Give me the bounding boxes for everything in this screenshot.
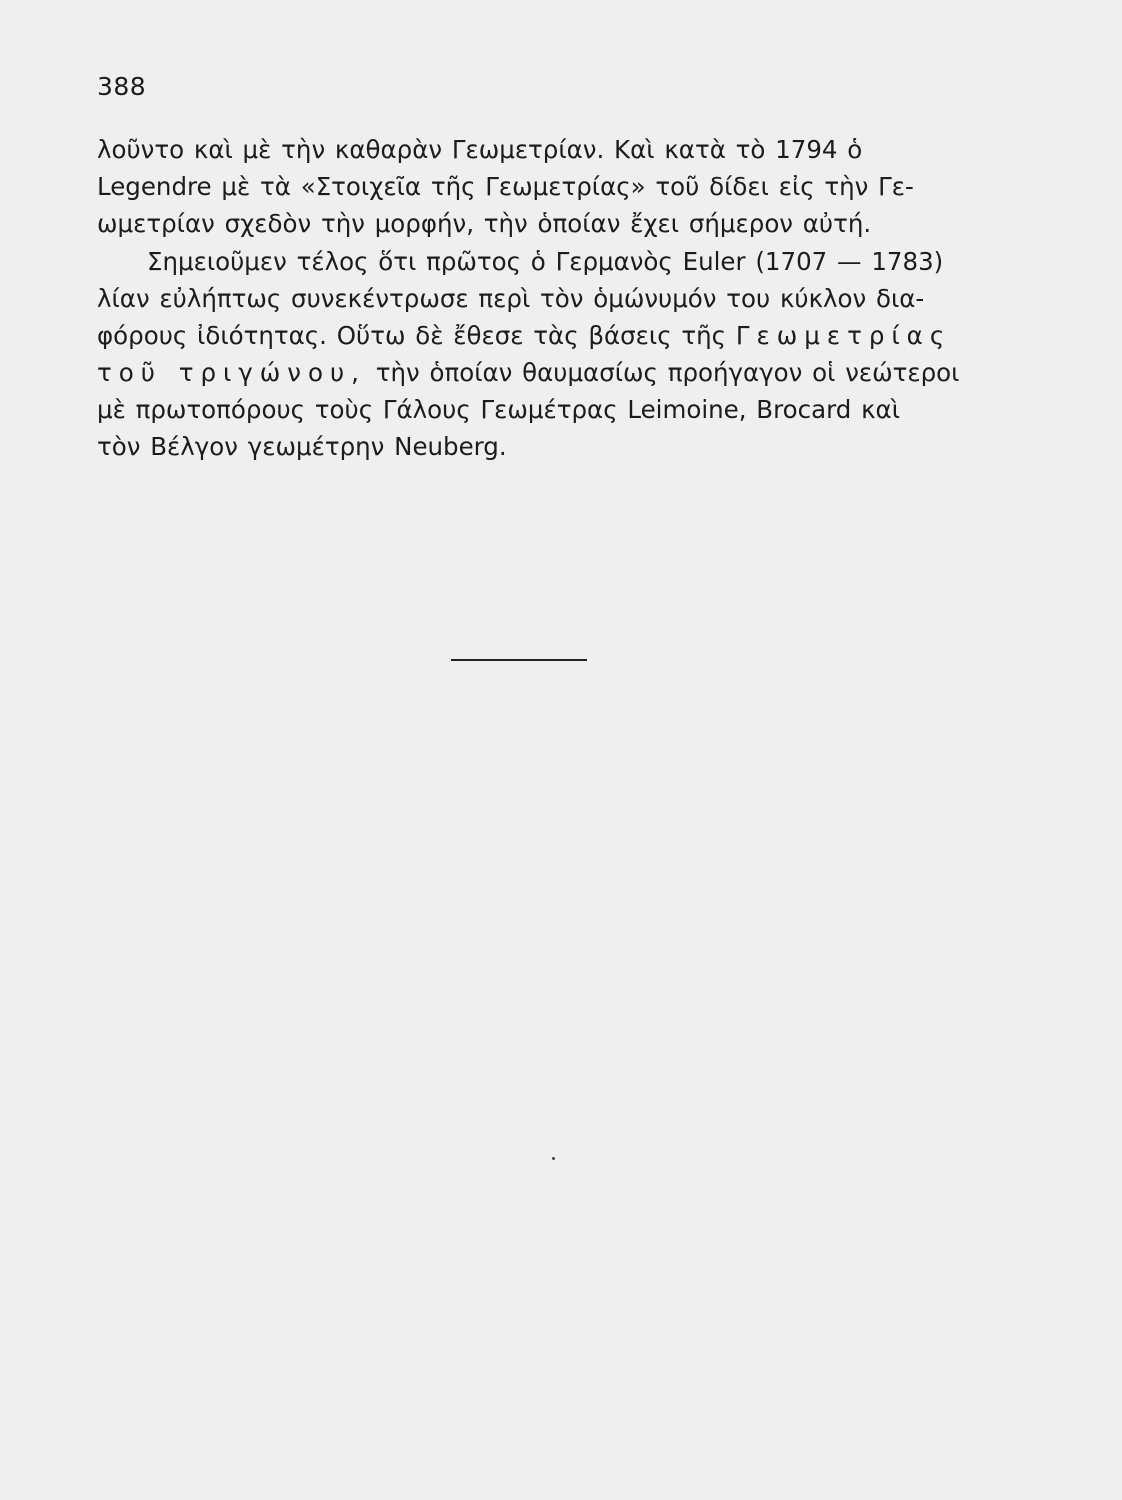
emphasis-triangle: τοῦ τριγώνου, — [97, 358, 366, 387]
text-line-9: τὸν Βέλγον γεωμέτρην Neuberg. — [97, 432, 507, 461]
text-line-1: λοῦντο καὶ μὲ τὴν καθαρὰν Γεωμετρίαν. Καὶ κατὰ τὸ 1794 ὁ — [97, 135, 863, 164]
text-line-5: λίαν εὐλήπτως συνεκέντρωσε περὶ τὸν ὁμώνυμόν του κύκλον δια- — [97, 284, 925, 313]
text-line-3: ωμετρίαν σχεδὸν τὴν μορφήν, τὴν ὁποίαν ἔχει σήμερον αὐτή. — [97, 209, 872, 238]
stray-mark — [552, 1157, 555, 1160]
text-line-8: μὲ πρωτοπόρους τοὺς Γάλους Γεωμέτρας Leimoine, Brocard καὶ — [97, 395, 900, 424]
text-line-4: Σημειοῦμεν τέλος ὅτι πρῶτος ὁ Γερμανὸς Euler (1707 — 1783) — [147, 247, 944, 276]
page-number: 388 — [97, 72, 147, 101]
text-line-6 — [97, 317, 951, 354]
section-divider — [451, 659, 587, 661]
emphasis-geometry: Γεωμετρίας — [735, 321, 952, 350]
text-line-6-main: φόρους ἰδιότητας. Οὕτω δὲ ἔθεσε τὰς βάσεις τῆς — [97, 321, 727, 350]
text-line-7-rest: τὴν ὁποίαν θαυμασίως προήγαγον οἱ νεώτεροι — [375, 358, 960, 387]
text-line-2: Legendre μὲ τὰ «Στοιχεῖα τῆς Γεωμετρίας» τοῦ δίδει εἰς τὴν Γε- — [97, 172, 914, 201]
text-line-7 — [97, 354, 959, 391]
